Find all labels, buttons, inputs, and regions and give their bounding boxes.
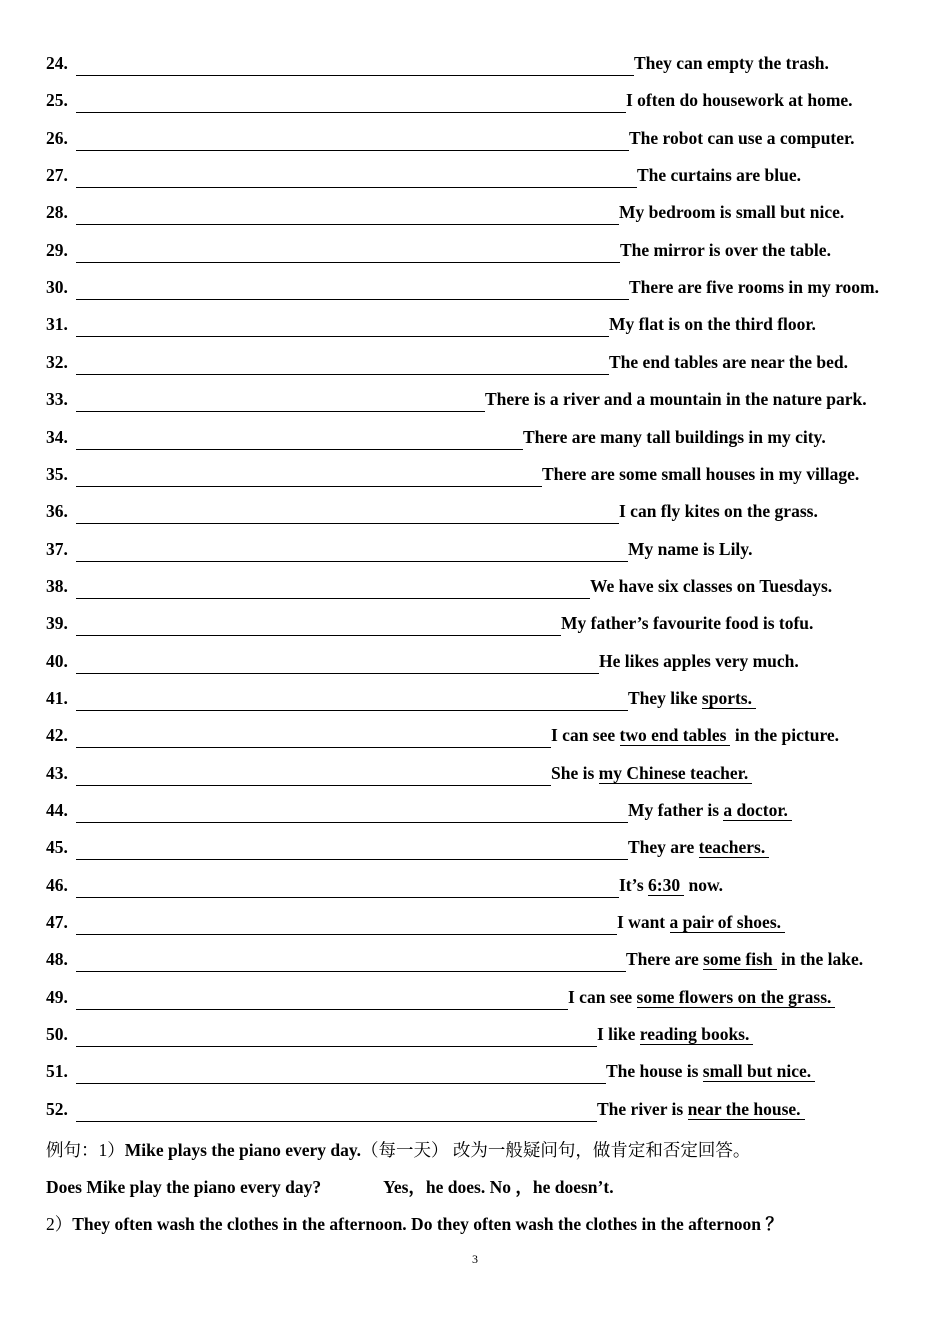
answer-text: The river is xyxy=(597,1098,688,1119)
given-answer xyxy=(634,53,829,74)
question-number: 41. xyxy=(46,687,68,708)
answer-text: They like xyxy=(628,687,702,708)
answer-blank[interactable] xyxy=(76,1024,597,1047)
question-row xyxy=(46,875,916,912)
answer-blank[interactable] xyxy=(76,427,523,450)
example-sentence: Mike plays the piano every day. xyxy=(124,1140,362,1160)
question-row xyxy=(46,837,916,874)
given-answer xyxy=(629,277,879,298)
question-row xyxy=(46,987,916,1024)
answer-blank[interactable] xyxy=(76,128,629,151)
given-answer xyxy=(626,949,863,970)
given-answer xyxy=(568,987,835,1008)
question-number: 25. xyxy=(46,90,68,111)
given-answer xyxy=(606,1061,815,1082)
underlined-phrase: my Chinese teacher. xyxy=(599,763,753,784)
question-number: 39. xyxy=(46,613,68,634)
question-row xyxy=(46,53,916,90)
given-answer xyxy=(609,314,816,335)
answer-blank[interactable] xyxy=(76,651,599,674)
given-answer xyxy=(542,464,859,485)
question-row xyxy=(46,389,916,426)
answer-blank[interactable] xyxy=(76,725,551,748)
question-row xyxy=(46,277,916,314)
underlined-phrase: small but nice. xyxy=(703,1061,815,1082)
question-row xyxy=(46,202,916,239)
question-row xyxy=(46,539,916,576)
answer-text: in the lake. xyxy=(776,949,864,970)
question-number: 32. xyxy=(46,351,68,372)
question-row xyxy=(46,651,916,688)
answer-text: I want xyxy=(617,912,670,933)
question-number: 49. xyxy=(46,986,68,1007)
example-question: Does Mike play the piano every day? xyxy=(46,1177,322,1197)
answer-text: She is xyxy=(551,762,599,783)
question-number: 37. xyxy=(46,538,68,559)
answer-text: I like xyxy=(597,1024,640,1045)
question-row xyxy=(46,1061,916,1098)
example-prefix: 例句：1） xyxy=(46,1140,125,1160)
answer-text: The end tables are near the bed. xyxy=(609,351,849,372)
answer-blank[interactable] xyxy=(76,389,485,412)
question-number: 29. xyxy=(46,239,68,260)
example-line-1 xyxy=(46,1137,750,1162)
given-answer xyxy=(619,501,818,522)
question-row xyxy=(46,688,916,725)
underlined-phrase: 6:30 xyxy=(648,875,684,896)
given-answer xyxy=(551,725,839,746)
given-answer xyxy=(599,651,799,672)
answer-blank[interactable] xyxy=(76,501,619,524)
question-number: 43. xyxy=(46,762,68,783)
question-number: 42. xyxy=(46,725,68,746)
answer-blank[interactable] xyxy=(76,1061,606,1084)
question-row xyxy=(46,725,916,762)
answer-blank[interactable] xyxy=(76,800,628,823)
given-answer xyxy=(628,837,769,858)
answer-text: The mirror is over the table. xyxy=(620,239,831,260)
answer-text: The curtains are blue. xyxy=(637,165,801,186)
given-answer xyxy=(637,165,801,186)
question-row xyxy=(46,1099,916,1136)
given-answer xyxy=(628,539,752,560)
answer-text: They are xyxy=(628,837,699,858)
example-line-2 xyxy=(46,1174,614,1199)
answer-text: I can see xyxy=(568,986,637,1007)
question-number: 44. xyxy=(46,800,68,820)
answer-text: now. xyxy=(684,874,723,895)
question-row xyxy=(46,912,916,949)
answer-blank[interactable] xyxy=(76,912,617,935)
given-answer xyxy=(551,763,752,784)
answer-text: They can empty the trash. xyxy=(634,53,829,73)
underlined-phrase: a pair of shoes. xyxy=(670,912,786,933)
question-row xyxy=(46,90,916,127)
given-answer xyxy=(609,352,848,373)
answer-blank[interactable] xyxy=(76,277,629,300)
answer-blank[interactable] xyxy=(76,613,561,636)
given-answer xyxy=(626,90,853,111)
example-line-3 xyxy=(46,1211,783,1236)
question-number: 28. xyxy=(46,202,68,223)
answer-text: He likes apples very much. xyxy=(599,650,799,671)
answer-blank[interactable] xyxy=(76,539,628,562)
question-number: 35. xyxy=(46,463,68,484)
question-number: 30. xyxy=(46,277,68,298)
question-number: 48. xyxy=(46,949,68,970)
answer-blank[interactable] xyxy=(76,763,551,786)
given-answer xyxy=(619,875,723,896)
question-row xyxy=(46,800,916,837)
example-line3-text: They often wash the clothes in the afternoon. Do they often wash the clothes in the afternoon ？ xyxy=(72,1214,783,1234)
question-number: 50. xyxy=(46,1024,68,1045)
given-answer xyxy=(617,912,785,933)
answer-blank[interactable] xyxy=(76,464,542,487)
answer-blank[interactable] xyxy=(76,240,620,263)
question-row xyxy=(46,427,916,464)
underlined-phrase: teachers. xyxy=(699,837,770,858)
answer-text: My name is Lily. xyxy=(628,538,753,559)
answer-blank[interactable] xyxy=(76,949,626,972)
given-answer xyxy=(619,202,844,223)
answer-blank[interactable] xyxy=(76,202,619,225)
answer-text: There are xyxy=(626,949,704,970)
question-number: 33. xyxy=(46,389,68,410)
answer-blank[interactable] xyxy=(76,987,568,1010)
question-number: 46. xyxy=(46,874,68,895)
answer-blank[interactable] xyxy=(76,837,628,860)
given-answer xyxy=(523,427,826,448)
answer-text: My bedroom is small but nice. xyxy=(619,202,845,223)
underlined-phrase: sports. xyxy=(702,688,756,709)
question-row xyxy=(46,576,916,613)
given-answer xyxy=(485,389,867,410)
question-number: 40. xyxy=(46,650,68,671)
answer-blank[interactable] xyxy=(76,53,634,76)
question-row xyxy=(46,314,916,351)
answer-text: I can see xyxy=(551,725,620,746)
answer-blank[interactable] xyxy=(76,1099,597,1122)
question-number: 27. xyxy=(46,165,68,186)
underlined-phrase: reading books. xyxy=(640,1024,754,1045)
answer-text: There are five rooms in my room. xyxy=(629,277,879,298)
answer-text: in the picture. xyxy=(730,725,840,746)
example-line3-prefix: 2） xyxy=(46,1214,73,1234)
answer-blank[interactable] xyxy=(76,314,609,337)
underlined-phrase: near the house. xyxy=(688,1099,805,1120)
answer-blank[interactable] xyxy=(76,352,609,375)
answer-text: The robot can use a computer. xyxy=(629,127,855,148)
answer-text: There are many tall buildings in my city. xyxy=(523,426,826,447)
question-number: 24. xyxy=(46,53,68,73)
underlined-phrase: some fish xyxy=(703,949,777,970)
question-row xyxy=(46,128,916,165)
question-row xyxy=(46,501,916,538)
answer-text: I often do housework at home. xyxy=(626,90,853,111)
question-number: 51. xyxy=(46,1061,68,1082)
given-answer xyxy=(590,576,832,597)
given-answer xyxy=(620,240,831,261)
given-answer xyxy=(628,800,792,821)
question-number: 36. xyxy=(46,501,68,522)
answer-blank[interactable] xyxy=(76,875,619,898)
answer-blank[interactable] xyxy=(76,165,637,188)
question-row xyxy=(46,352,916,389)
question-number: 31. xyxy=(46,314,68,335)
answer-text: There are some small houses in my village. xyxy=(542,463,860,484)
given-answer xyxy=(628,688,756,709)
question-row xyxy=(46,763,916,800)
answer-blank[interactable] xyxy=(76,90,626,113)
question-number: 47. xyxy=(46,912,68,933)
given-answer xyxy=(597,1024,753,1045)
page-number: 3 xyxy=(472,1252,478,1266)
answer-text: My father’s favourite food is tofu. xyxy=(561,613,814,634)
question-number: 34. xyxy=(46,426,68,447)
answer-text: I can fly kites on the grass. xyxy=(619,501,818,522)
example-answer: Yes，he does. No ，he doesn’t. xyxy=(383,1177,614,1197)
question-row xyxy=(46,165,916,202)
question-row xyxy=(46,240,916,277)
question-row xyxy=(46,949,916,986)
answer-text: My father is xyxy=(628,800,724,820)
question-number: 52. xyxy=(46,1098,68,1119)
given-answer xyxy=(629,128,855,149)
question-number: 38. xyxy=(46,575,68,596)
given-answer xyxy=(597,1099,805,1120)
underlined-phrase: a doctor. xyxy=(723,800,792,821)
underlined-phrase: two end tables xyxy=(620,725,731,746)
question-row xyxy=(46,1024,916,1061)
answer-text: We have six classes on Tuesdays. xyxy=(590,575,833,596)
example-instruction: 改为一般疑问句，做肯定和否定回答。 xyxy=(448,1140,751,1160)
answer-text: There is a river and a mountain in the nature park. xyxy=(485,389,867,410)
answer-text: My flat is on the third floor. xyxy=(609,314,816,335)
answer-text: It’s xyxy=(619,874,649,895)
question-number: 26. xyxy=(46,127,68,148)
answer-blank[interactable] xyxy=(76,576,590,599)
underlined-phrase: some flowers on the grass. xyxy=(637,987,836,1008)
answer-blank[interactable] xyxy=(76,688,628,711)
example-hint: （每一天） xyxy=(361,1140,449,1160)
answer-text: The house is xyxy=(606,1061,703,1082)
given-answer xyxy=(561,613,813,634)
question-row xyxy=(46,613,916,650)
question-number: 45. xyxy=(46,837,68,858)
question-row xyxy=(46,464,916,501)
